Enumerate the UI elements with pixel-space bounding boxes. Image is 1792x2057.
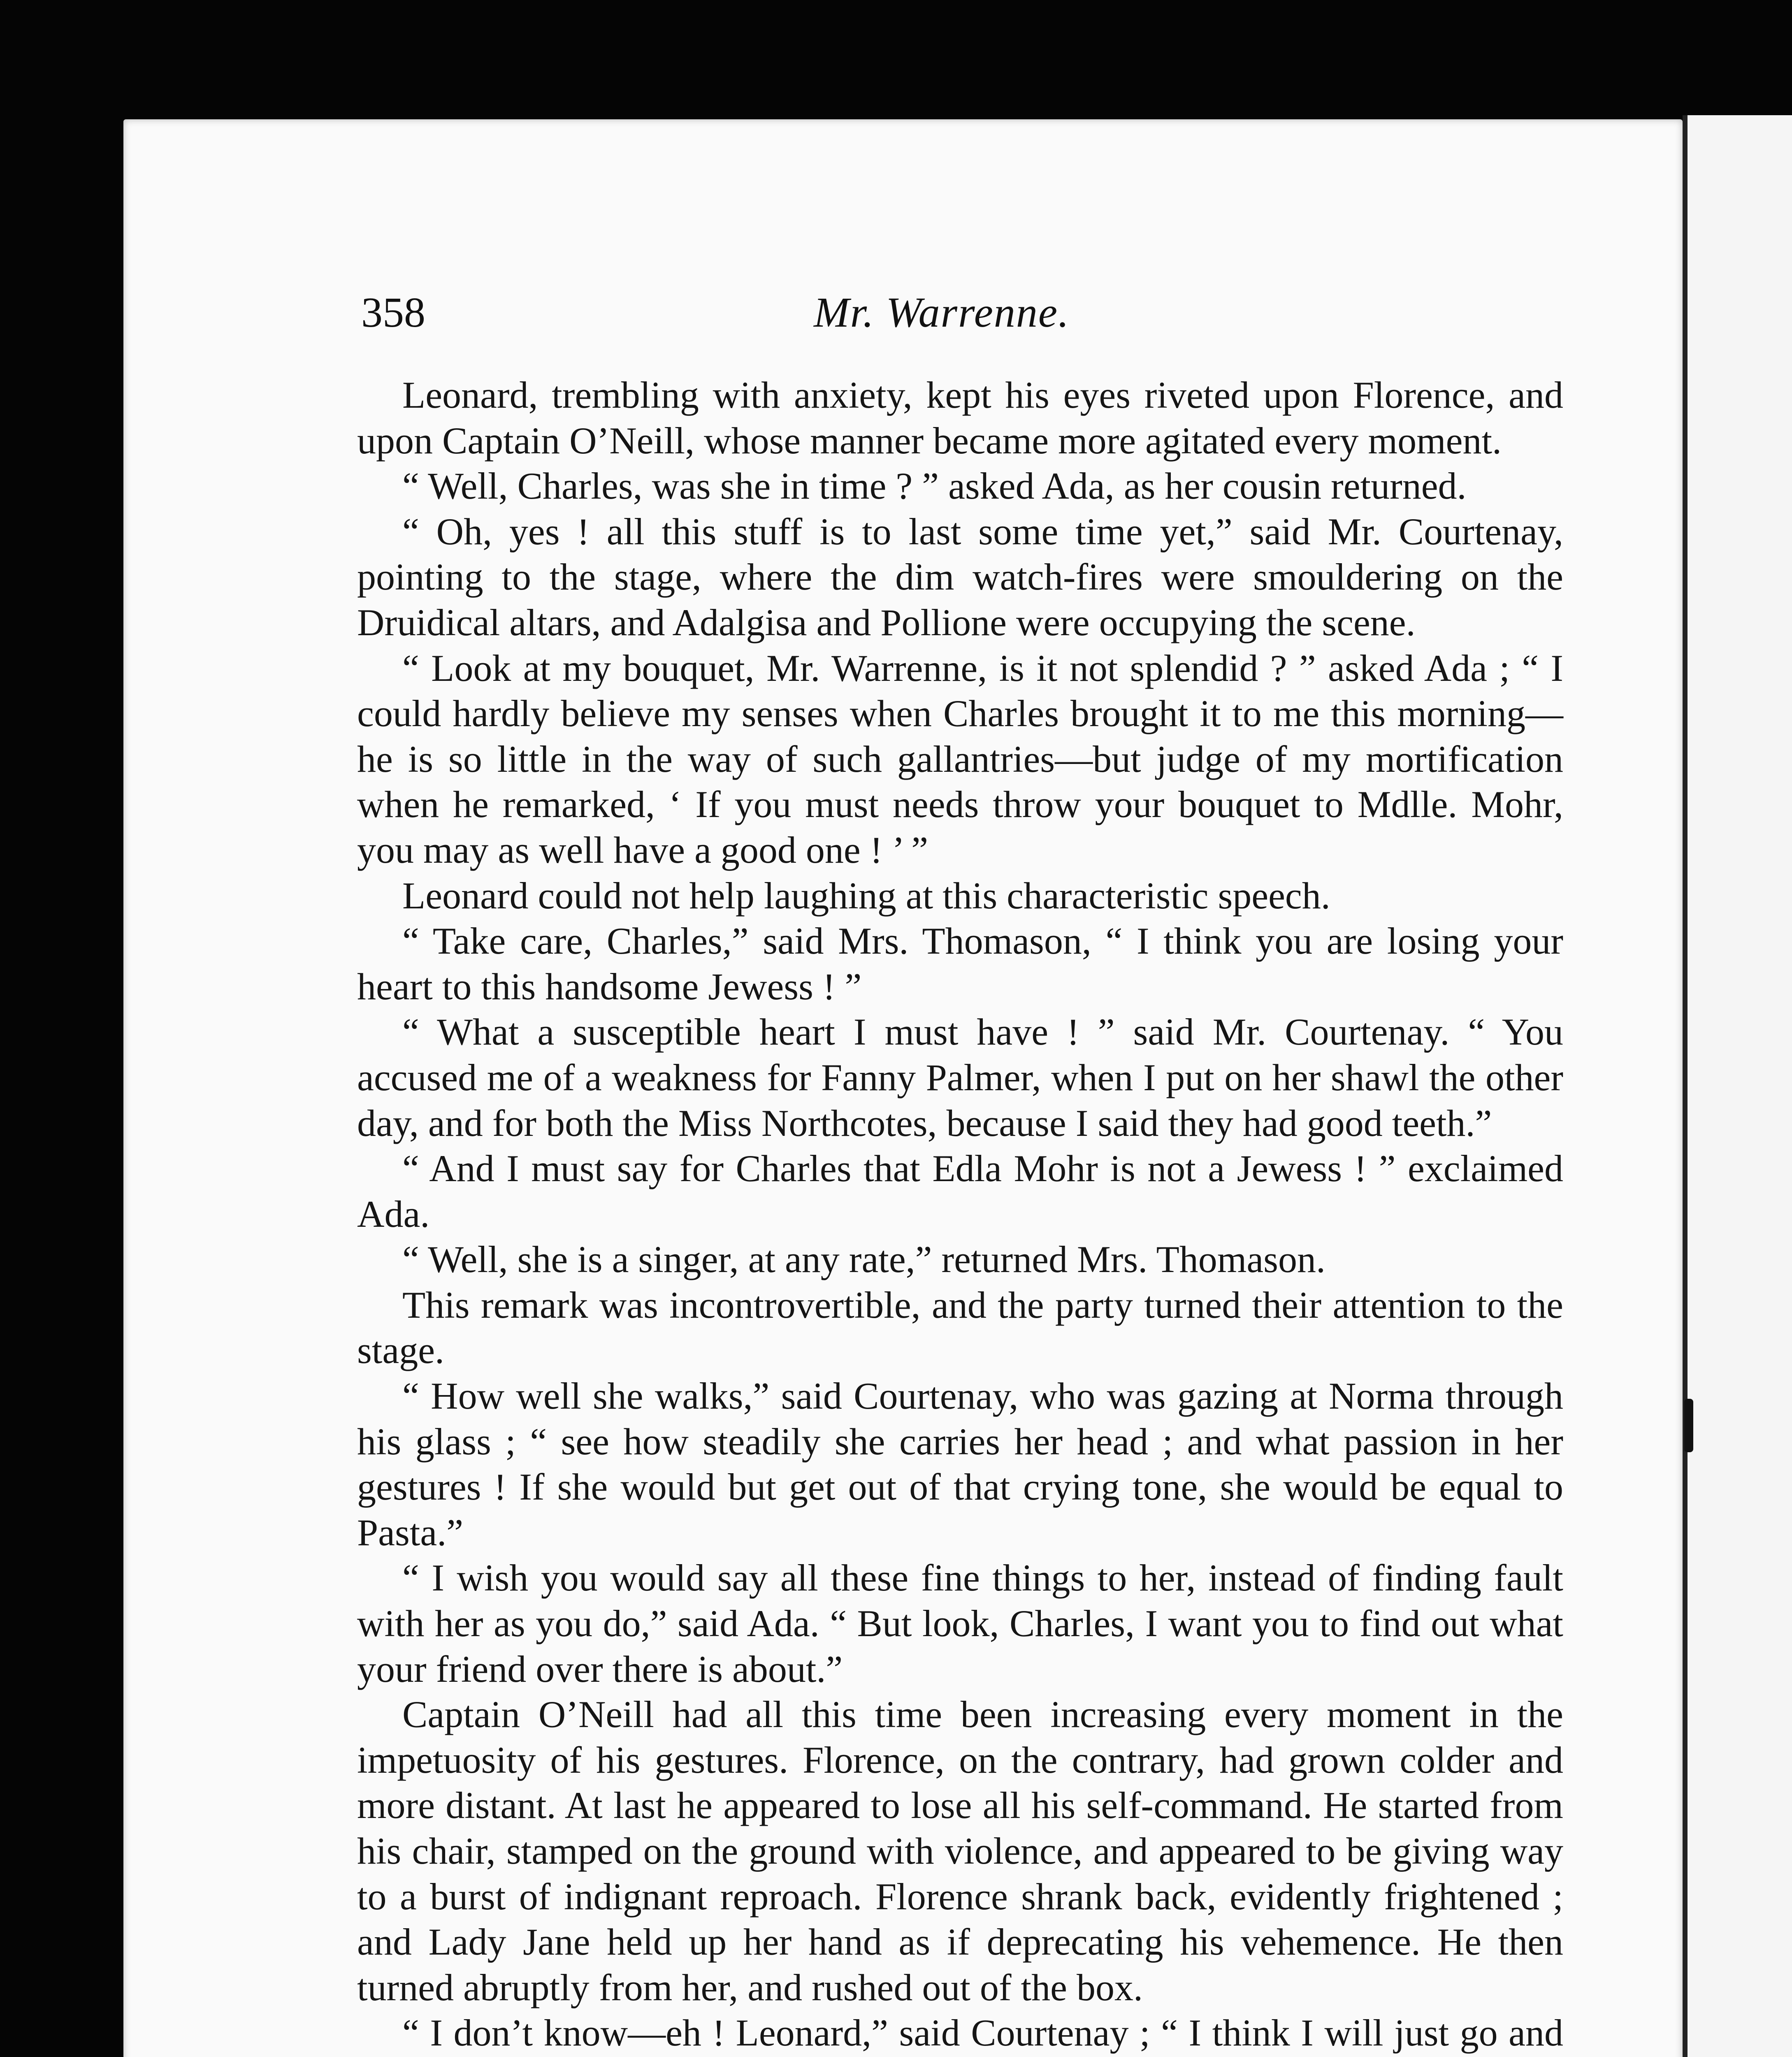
- adjacent-page-edge: [1683, 115, 1792, 2057]
- page-header: [361, 288, 1513, 346]
- paragraph: “ Well, Charles, was she in time ? ” asked Ada, as her cousin returned.: [402, 465, 1467, 507]
- paragraph: “ How well she walks,” said Courtenay, who was gazing at Norma through his glass ; “ see how steadily she carries her head ; and what passion in her gestures ! If she would but get out of that crying tone, she would be equal to Pasta.”: [357, 1375, 1563, 1553]
- paragraph: “ Oh, yes ! all this stuff is to last some time yet,” said Mr. Courtenay, pointing to the stage, where the dim watch-fires were smouldering on the Druidical altars, and Adalgisa and Pollione were occupying the scene.: [357, 510, 1563, 643]
- paragraph: Leonard could not help laughing at this characteristic speech.: [402, 874, 1330, 917]
- paragraph: Leonard, trembling with anxiety, kept his eyes riveted upon Florence, and upon Captain O’Neill, whose manner became more agitated every moment.: [357, 374, 1563, 462]
- page-number: 358: [361, 289, 425, 336]
- paragraph: “ And I must say for Charles that Edla Mohr is not a Jewess ! ” exclaimed Ada.: [357, 1147, 1563, 1235]
- body-text: [357, 372, 1563, 2057]
- paragraph: “ Look at my bouquet, Mr. Warrenne, is it not splendid ? ” asked Ada ; “ I could hardly believe my senses when Charles brought it to me this morning—he is so little in the way of such gallantries—but judge of my mortification when he remarked, ‘ If you must needs throw your bouquet to Mdlle. Mohr, you may as well have a good one ! ’ ”: [357, 647, 1563, 871]
- paragraph: Captain O’Neill had all this time been increasing every moment in the impetuosity of his gestures. Florence, on the contrary, had grown colder and more distant. At last he appeared to lose all his self-command. He started from his chair, stamped on the ground with violence, and appeared to be giving way to a burst of indignant reproach. Florence shrank back, evidently frightened ; and Lady Jane held up her hand as if deprecating his vehemence. He then turned abruptly from her, and rushed out of the box.: [357, 1693, 1563, 2008]
- paragraph: “ I wish you would say all these fine things to her, instead of finding fault with her as you do,” said Ada. “ But look, Charles, I want you to find out what your friend over there is about.”: [357, 1557, 1563, 1690]
- paragraph: “ Well, she is a singer, at any rate,” returned Mrs. Thomason.: [402, 1238, 1325, 1281]
- paragraph: This remark was incontrovertible, and the party turned their attention to the stage.: [357, 1284, 1563, 1372]
- paragraph: “ Take care, Charles,” said Mrs. Thomason, “ I think you are losing your heart to this handsome Jewess ! ”: [357, 920, 1563, 1008]
- paragraph: “ What a susceptible heart I must have ! ” said Mr. Courtenay. “ You accused me of a weakness for Fanny Palmer, when I put on her shawl the other day, and for both the Miss Northcotes, because I said they had good teeth.”: [357, 1011, 1563, 1144]
- paragraph: “ I don’t know—eh ! Leonard,” said Courtenay ; “ I think I will just go and: [402, 2012, 1563, 2054]
- running-title: Mr. Warrenne.: [814, 289, 1070, 336]
- gutter-mark: [1684, 1399, 1693, 1452]
